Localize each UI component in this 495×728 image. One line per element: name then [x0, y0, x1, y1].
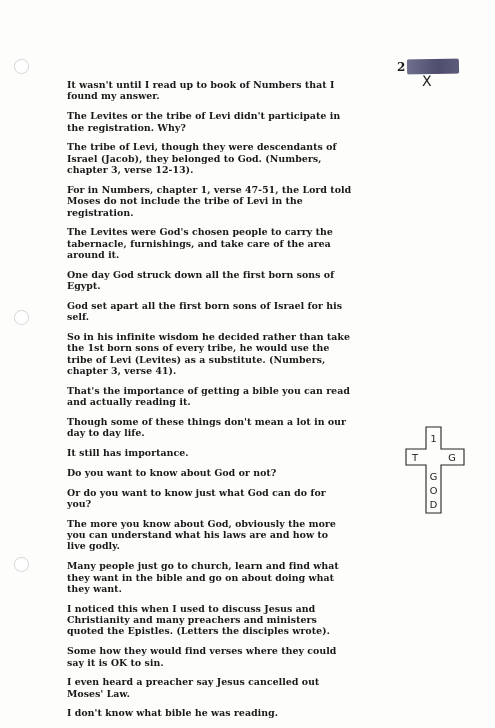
paragraph: The Levites or the tribe of Levi didn't participate in the registration. Why? [67, 111, 341, 134]
paragraph: For in Numbers, chapter 1, verse 47-51, the Lord told Moses do not include the tribe of Levi in the registration. [67, 184, 352, 219]
punch-hole-middle [14, 310, 29, 325]
margin-x-mark: X [422, 74, 432, 90]
cross-drawing [404, 424, 468, 516]
paragraph: The more you know about God, obviously the more you can understand what his laws are and how to live godly. [67, 518, 336, 553]
paragraph: The tribe of Levi, though they were descendants of Israel (Jacob), they belonged to God. (Numbers, chapter 3, verse 12-13). [67, 142, 337, 177]
paragraph: Or do you want to know just what God can do for you? [67, 487, 326, 510]
cross-left-text: T [411, 453, 419, 464]
paragraph: Do you want to know about God or not? [67, 467, 277, 479]
cross-right-text: G [448, 453, 456, 464]
paragraph: I don't know what bible he was reading. [67, 708, 279, 720]
paragraph: I even heard a preacher say Jesus cancelled out Moses' Law. [67, 677, 320, 700]
paragraph: I noticed this when I used to discuss Jesus and Christianity and many preachers and ministers quoted the Epistles. (Letters the disciples wrote). [67, 603, 330, 638]
paragraph: Many people just go to church, learn and find what they want in the bible and go on about doing what they want. [67, 561, 339, 595]
body-text [67, 80, 412, 728]
paragraph: That's the importance of getting a bible you can read and actually reading it. [67, 385, 350, 409]
cross-letter: G [429, 472, 438, 483]
paragraph: Though some of these things don't mean a lot in our day to day life. [67, 417, 347, 440]
punch-hole-bottom [14, 557, 29, 572]
paragraph: The Levites were God's chosen people to carry the tabernacle, furnishings, and take care of the area around it. [67, 227, 333, 262]
cross-top-text: 1 [430, 434, 437, 445]
paragraph: So in his infinite wisdom he decided rather than take the 1st born sons of every tribe, he would use the tribe of Levi (Levites) as a substitute. (Numbers, chapter 3, verse 41). [67, 331, 350, 378]
paragraph: It still has importance. [67, 448, 189, 460]
paragraph: God set apart all the first born sons of Israel for his self. [67, 300, 343, 324]
marker-highlight [407, 59, 459, 75]
paragraph: It wasn't until I read up to book of Numbers that I found my answer. [67, 80, 335, 103]
cross-letter: O [429, 486, 438, 497]
paragraph: Some how they would find verses where they could say it is OK to sin. [67, 646, 337, 669]
paragraph: One day God struck down all the first born sons of Egypt. [67, 269, 335, 293]
punch-hole-top [14, 59, 29, 74]
page-number: 2 [397, 60, 406, 74]
cross-letter: D [429, 500, 438, 511]
